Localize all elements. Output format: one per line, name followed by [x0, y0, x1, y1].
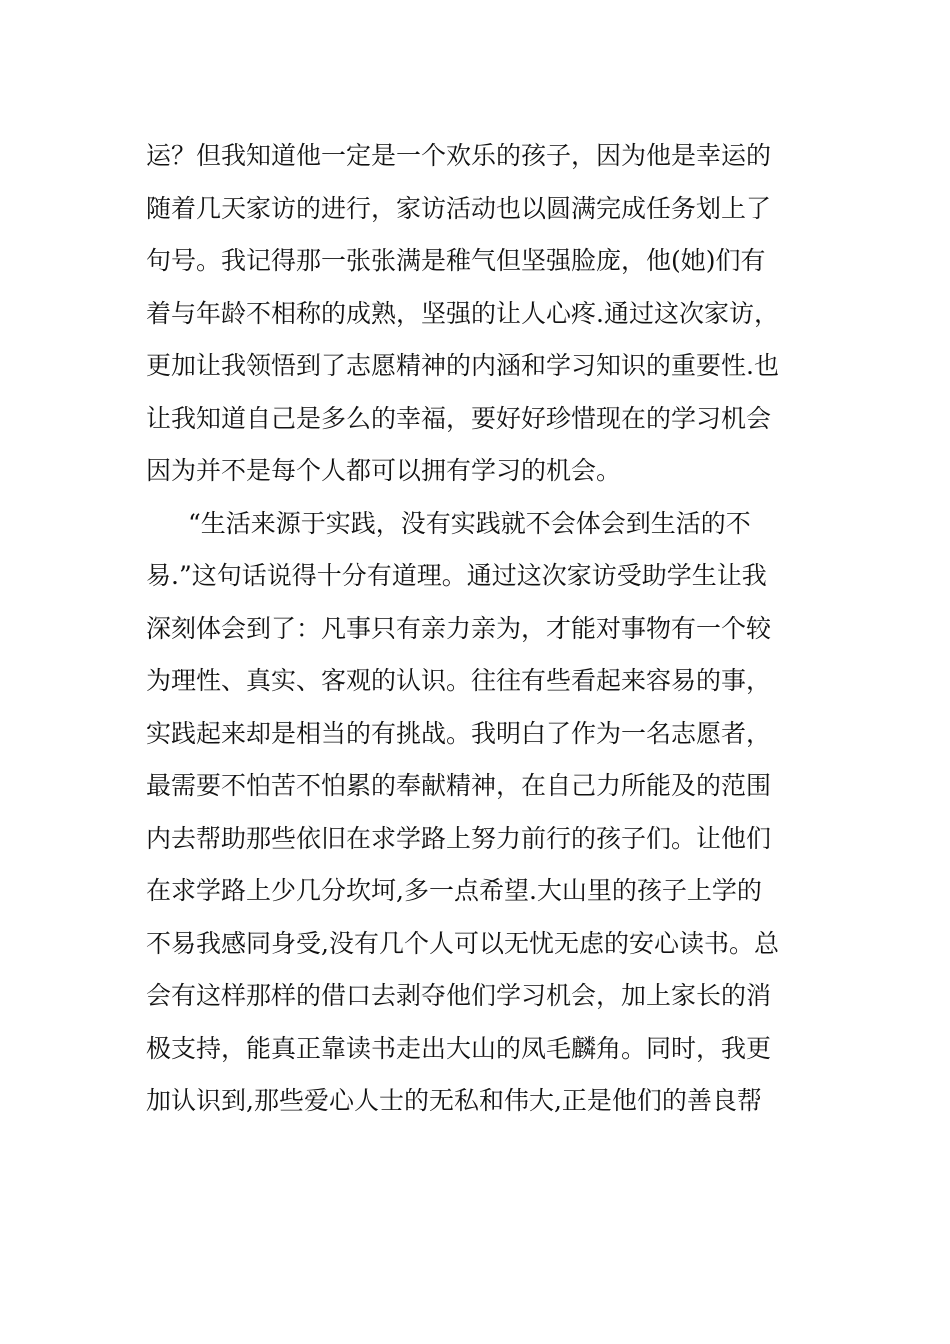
text-line: 会有这样那样的借口去剥夺他们学习机会，加上家长的消	[146, 981, 772, 1010]
text-line: 运？但我知道他一定是一个欢乐的孩子，因为他是幸运的	[146, 141, 772, 170]
text-line: 加认识到,那些爱心人士的无私和伟大,正是他们的善良帮	[146, 1086, 762, 1115]
text-line: 为理性、真实、客观的认识。往往有些看起来容易的事，	[146, 666, 772, 695]
text-line: 在求学路上少几分坎坷,多一点希望.大山里的孩子上学的	[146, 876, 762, 905]
text-line: 易.”这句话说得十分有道理。通过这次家访受助学生让我	[146, 561, 767, 590]
text-line: “生活来源于实践，没有实践就不会体会到生活的不	[188, 508, 751, 538]
text-line: 随着几天家访的进行，家访活动也以圆满完成任务划上了	[146, 193, 772, 223]
text-line: 让我知道自己是多么的幸福，要好好珍惜现在的学习机会	[146, 403, 772, 433]
text-line: 因为并不是每个人都可以拥有学习的机会。	[146, 456, 622, 485]
text-line: 内去帮助那些依旧在求学路上努力前行的孩子们。让他们	[146, 823, 772, 853]
text-line: 更加让我领悟到了志愿精神的内涵和学习知识的重要性.也	[146, 351, 779, 380]
body-text	[146, 130, 808, 1128]
text-line: 最需要不怕苦不怕累的奉献精神，在自己力所能及的范围	[146, 771, 772, 800]
text-line: 不易我感同身受,没有几个人可以无忧无虑的安心读书。总	[146, 928, 779, 958]
text-line: 着与年龄不相称的成熟，坚强的让人心疼.通过这次家访，	[146, 298, 779, 328]
paragraph-2	[146, 498, 808, 1128]
text-line: 实践起来却是相当的有挑战。我明白了作为一名志愿者，	[146, 718, 772, 748]
paragraph-1	[146, 130, 808, 498]
text-line: 深刻体会到了：凡事只有亲力亲为，才能对事物有一个较	[146, 613, 772, 643]
text-line: 极支持，能真正靠读书走出大山的凤毛麟角。同时，我更	[146, 1033, 772, 1063]
text-line: 句号。我记得那一张张满是稚气但坚强脸庞，他(她)们有	[146, 246, 766, 275]
